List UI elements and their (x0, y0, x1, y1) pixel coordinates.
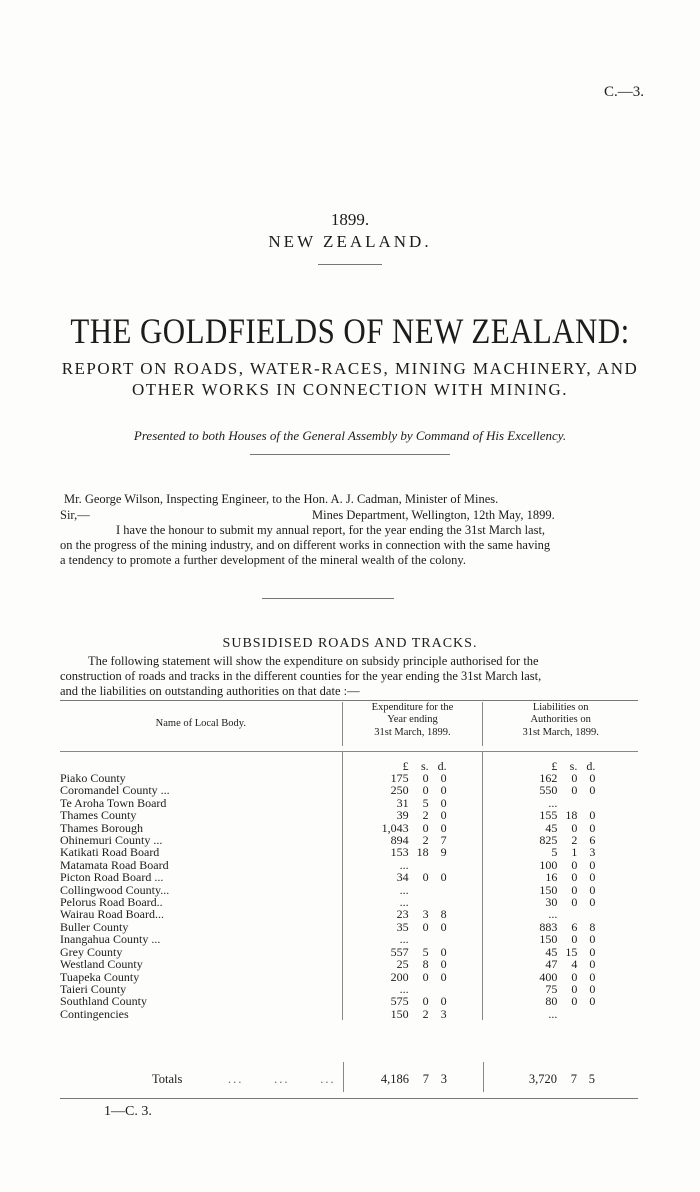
divider (250, 454, 450, 455)
exp-shillings: 5 (422, 944, 429, 959)
document-country: NEW ZEALAND. (268, 232, 432, 251)
totals-lia-pounds: 3,720 (528, 1072, 557, 1086)
lia-shillings: 4 (571, 957, 578, 972)
exp-shillings: 0 (422, 994, 429, 1009)
local-body-name: Wairau Road Board... (60, 907, 165, 922)
liability-cell (483, 921, 638, 933)
exp-pence: 9 (440, 845, 447, 860)
lia-pence: 0 (589, 895, 596, 910)
expenditure-cell (342, 971, 483, 983)
exp-pence: 0 (440, 820, 447, 835)
lia-unit-shillings: s. (569, 758, 578, 773)
lia-pence: 0 (589, 870, 596, 885)
lia-pounds: 16 (545, 870, 558, 885)
expenditure-cell (342, 784, 483, 796)
expenditure-cell (342, 958, 483, 970)
section-intro-line-3: and the liabilities on outstanding authorities on that date :— (60, 684, 360, 698)
totals-rule (60, 1067, 638, 1068)
lia-shillings: 2 (571, 833, 578, 848)
local-body-name: Collingwood County... (60, 882, 170, 897)
page-subtitle (0, 358, 700, 400)
exp-shillings: 18 (416, 845, 429, 860)
letter-body-line-3: a tendency to promote a further development of the mineral wealth of the colony. (60, 553, 466, 567)
exp-units (342, 752, 483, 773)
local-body-name: Matamata Road Board (60, 857, 169, 872)
lia-pounds: 80 (545, 994, 558, 1009)
liability-cell (483, 896, 638, 908)
letter-salutation: Sir,— (60, 508, 90, 522)
totals-expenditure (357, 1072, 447, 1087)
lia-shillings: 0 (571, 882, 578, 897)
local-body-name: Westland County (60, 957, 143, 972)
letter-body-line-2: on the progress of the mining industry, and on different works in connection with the same having (60, 538, 551, 552)
section-heading: SUBSIDISED ROADS AND TRACKS. (222, 636, 478, 651)
letter-address: Mr. George Wilson, Inspecting Engineer, to the Hon. A. J. Cadman, Minister of Mines. (64, 492, 499, 506)
exp-pounds: 34 (396, 870, 409, 885)
lia-pounds: ... (548, 1006, 558, 1021)
liability-cell (483, 983, 638, 995)
lia-pounds: 883 (539, 919, 558, 934)
exp-unit-pence: d. (437, 758, 447, 773)
exp-pounds: ... (399, 932, 409, 947)
exp-pounds: ... (399, 882, 409, 897)
local-body-name: Taieri County (60, 981, 127, 996)
expenditure-cell (342, 797, 483, 809)
divider (318, 264, 382, 265)
local-body-name: Te Aroha Town Board (60, 795, 167, 810)
lia-pounds: ... (548, 907, 558, 922)
lia-shillings: 15 (565, 944, 578, 959)
exp-shillings: 0 (422, 919, 429, 934)
exp-pounds: 1,043 (381, 820, 409, 835)
expenditure-cell (342, 884, 483, 896)
col-lia-label-2: Authorities on (530, 714, 591, 726)
exp-pence: 0 (440, 957, 447, 972)
lia-pounds: 45 (545, 944, 558, 959)
exp-shillings: 0 (422, 783, 429, 798)
exp-shillings: 2 (422, 1006, 429, 1021)
expenditure-cell (342, 871, 483, 883)
local-body-name: Buller County (60, 919, 129, 934)
exp-pence: 0 (440, 944, 447, 959)
totals-lia-pence: 5 (588, 1072, 595, 1086)
lia-pounds: ... (548, 795, 558, 810)
table-header-row (60, 702, 638, 746)
expenditure-cell (342, 921, 483, 933)
local-body-name: Ohinemuri County ... (60, 833, 163, 848)
lia-shillings: 0 (571, 932, 578, 947)
lia-pounds: 47 (545, 957, 558, 972)
local-body-name: Katikati Road Board (60, 845, 160, 860)
lia-pence: 0 (589, 969, 596, 984)
col-lia-label-1: Liabilities on (532, 702, 589, 713)
table-row (60, 908, 638, 920)
table-row (60, 809, 638, 821)
exp-shillings: 5 (422, 795, 429, 810)
expenditure-cell (342, 859, 483, 871)
liability-cell (483, 971, 638, 983)
lia-shillings: 0 (571, 969, 578, 984)
expenditure-cell (342, 809, 483, 821)
exp-shillings: 2 (422, 808, 429, 823)
exp-shillings: 0 (422, 820, 429, 835)
lia-pounds: 75 (545, 981, 558, 996)
header-expenditure (342, 702, 483, 746)
presented-note: Presented to both Houses of the General Assembly by Command of His Excellency. (133, 428, 567, 443)
local-body-name: Inangahua County ... (60, 932, 161, 947)
liability-cell (483, 995, 638, 1007)
letter-origin: Mines Department, Wellington, 12th May, 1899. (312, 508, 555, 522)
exp-pounds: 150 (390, 1006, 409, 1021)
liability-cell (483, 958, 638, 970)
lia-pence: 3 (589, 845, 596, 860)
local-body-name: Tuapeka County (60, 969, 140, 984)
expenditure-cell (342, 946, 483, 958)
liability-cell (483, 822, 638, 834)
col-exp-label-2: Year ending (387, 714, 438, 726)
local-body-name: Thames Borough (60, 820, 143, 835)
lia-shillings: 0 (571, 771, 578, 785)
liability-cell (483, 809, 638, 821)
liability-cell (483, 784, 638, 796)
subtitle-line-2: OTHER WORKS IN CONNECTION WITH MINING. (131, 380, 568, 399)
expenditure-cell (342, 933, 483, 945)
col-name-label: Name of Local Body. (155, 717, 246, 729)
exp-pounds: 200 (390, 969, 409, 984)
liability-cell (483, 908, 638, 920)
liability-cell (483, 1008, 638, 1020)
page-ref: C.—3. (603, 84, 644, 100)
exp-pence: 0 (440, 771, 447, 785)
totals-row (60, 1072, 638, 1090)
table-row (60, 995, 638, 1007)
exp-pence: 7 (440, 833, 447, 848)
exp-pence: 0 (440, 870, 447, 885)
local-body-name: Southland County (60, 994, 148, 1009)
lia-pence: 8 (589, 919, 596, 934)
col-lia-label-3: 31st March, 1899. (522, 726, 599, 738)
lia-pence: 0 (589, 771, 596, 785)
lia-shillings: 6 (571, 919, 578, 934)
divider (262, 598, 394, 599)
lia-pounds: 550 (539, 783, 558, 798)
header-name (60, 702, 342, 746)
lia-pounds: 825 (539, 833, 558, 848)
lia-pounds: 400 (539, 969, 558, 984)
local-body-name: Contingencies (60, 1006, 129, 1021)
exp-shillings: 8 (422, 957, 429, 972)
liability-cell (483, 834, 638, 846)
lia-pence: 0 (589, 808, 596, 823)
lia-shillings: 0 (571, 783, 578, 798)
table-top-rule (60, 700, 638, 701)
exp-unit-shillings: s. (420, 758, 429, 773)
lia-shillings: 0 (571, 994, 578, 1009)
totals-liabilities (505, 1072, 595, 1087)
expenditure-cell (342, 772, 483, 784)
lia-pounds: 150 (539, 882, 558, 897)
totals-column-rule (483, 1062, 484, 1092)
exp-pence: 0 (440, 994, 447, 1009)
exp-unit-pounds: £ (402, 758, 409, 773)
exp-shillings: 0 (422, 870, 429, 885)
liability-cell (483, 871, 638, 883)
expenditure-cell (342, 995, 483, 1007)
liability-cell (483, 797, 638, 809)
lia-unit-pence: d. (586, 758, 596, 773)
liability-cell (483, 846, 638, 858)
lia-pence: 0 (589, 994, 596, 1009)
exp-pence: 0 (440, 969, 447, 984)
expenditure-cell (342, 908, 483, 920)
liability-cell (483, 859, 638, 871)
lia-pounds: 45 (545, 820, 558, 835)
lia-pence: 0 (589, 957, 596, 972)
exp-pence: 3 (440, 1006, 447, 1021)
lia-pounds: 30 (545, 895, 558, 910)
expenditure-cell (342, 983, 483, 995)
expenditure-cell (342, 846, 483, 858)
subtitle-line-1: REPORT ON ROADS, WATER-RACES, MINING MACHINERY, AND (61, 359, 639, 378)
local-body-name: Coromandel County ... (60, 783, 170, 798)
lia-shillings: 0 (571, 895, 578, 910)
totals-leader: ... ... ... (228, 1072, 336, 1086)
lia-pounds: 5 (551, 845, 558, 860)
exp-pounds: 250 (390, 783, 409, 798)
exp-pounds: ... (399, 895, 409, 910)
exp-pounds: 31 (396, 795, 409, 810)
expenditure-table (60, 702, 638, 1020)
totals-exp-pounds: 4,186 (380, 1072, 409, 1086)
exp-shillings: 2 (422, 833, 429, 848)
document-year: 1899. (330, 210, 370, 229)
table-row (60, 1008, 638, 1020)
exp-pounds: 23 (396, 907, 409, 922)
section-intro-line-2: construction of roads and tracks in the different counties for the year ending the 31st March last, (60, 669, 542, 683)
page-title: THE GOLDFIELDS OF NEW ZEALAND: (70, 311, 630, 351)
exp-pounds: 894 (390, 833, 409, 848)
exp-pence: 0 (440, 919, 447, 934)
exp-pounds: 557 (390, 944, 409, 959)
exp-pence: 0 (440, 795, 447, 810)
liability-cell (483, 933, 638, 945)
lia-pence: 0 (589, 857, 596, 872)
expenditure-cell (342, 1008, 483, 1020)
lia-units (483, 752, 638, 773)
lia-shillings: 0 (571, 981, 578, 996)
lia-unit-pounds: £ (551, 758, 558, 773)
table-row (60, 933, 638, 945)
col-exp-label-3: 31st March, 1899. (374, 726, 451, 738)
exp-shillings: 0 (422, 771, 429, 785)
exp-pounds: 35 (396, 919, 409, 934)
local-body-name: Grey County (60, 944, 123, 959)
exp-pence: 8 (440, 907, 447, 922)
lia-pence: 6 (589, 833, 596, 848)
exp-pounds: ... (399, 857, 409, 872)
local-body-name: Piako County (60, 771, 126, 785)
totals-exp-shillings: 7 (422, 1072, 429, 1086)
exp-shillings: 0 (422, 969, 429, 984)
exp-pounds: ... (399, 981, 409, 996)
exp-pounds: 39 (396, 808, 409, 823)
lia-pence: 0 (589, 820, 596, 835)
lia-pence: 0 (589, 981, 596, 996)
col-exp-label-1: Expenditure for the (371, 702, 454, 713)
exp-pounds: 575 (390, 994, 409, 1009)
exp-pence: 0 (440, 783, 447, 798)
lia-pounds: 155 (539, 808, 558, 823)
units-row (60, 752, 638, 773)
totals-lia-shillings: 7 (570, 1072, 577, 1086)
lia-shillings: 0 (571, 820, 578, 835)
local-body-name: Picton Road Board ... (60, 870, 164, 885)
lia-pounds: 100 (539, 857, 558, 872)
exp-pounds: 25 (396, 957, 409, 972)
lia-shillings: 0 (571, 857, 578, 872)
exp-pence: 0 (440, 808, 447, 823)
liability-cell (483, 772, 638, 784)
local-body-name: Thames County (60, 808, 137, 823)
lia-shillings: 0 (571, 870, 578, 885)
footer-rule (60, 1098, 638, 1099)
lia-pounds: 150 (539, 932, 558, 947)
local-body-name: Pelorus Road Board.. (60, 895, 163, 910)
lia-pence: 0 (589, 932, 596, 947)
table-row (60, 958, 638, 970)
liability-cell (483, 946, 638, 958)
expenditure-cell (342, 834, 483, 846)
lia-pence: 0 (589, 944, 596, 959)
exp-shillings: 3 (422, 907, 429, 922)
lia-pounds: 162 (539, 771, 558, 785)
lia-shillings: 18 (565, 808, 578, 823)
totals-exp-pence: 3 (440, 1072, 447, 1086)
footer-signature: 1—C. 3. (104, 1104, 152, 1119)
lia-shillings: 1 (571, 845, 578, 860)
liability-cell (483, 884, 638, 896)
lia-pence: 0 (589, 783, 596, 798)
section-intro-line-1: The following statement will show the expenditure on subsidy principle authorised for the (88, 654, 539, 668)
local-body-cell (60, 1008, 342, 1020)
expenditure-cell (342, 822, 483, 834)
lia-pence: 0 (589, 882, 596, 897)
exp-pounds: 153 (390, 845, 409, 860)
header-liabilities (483, 702, 638, 746)
totals-label: Totals (152, 1072, 183, 1086)
exp-pounds: 175 (390, 771, 409, 785)
expenditure-cell (342, 896, 483, 908)
totals-column-rule (343, 1062, 344, 1092)
letter-body-line-1: I have the honour to submit my annual report, for the year ending the 31st March last, (116, 523, 546, 537)
